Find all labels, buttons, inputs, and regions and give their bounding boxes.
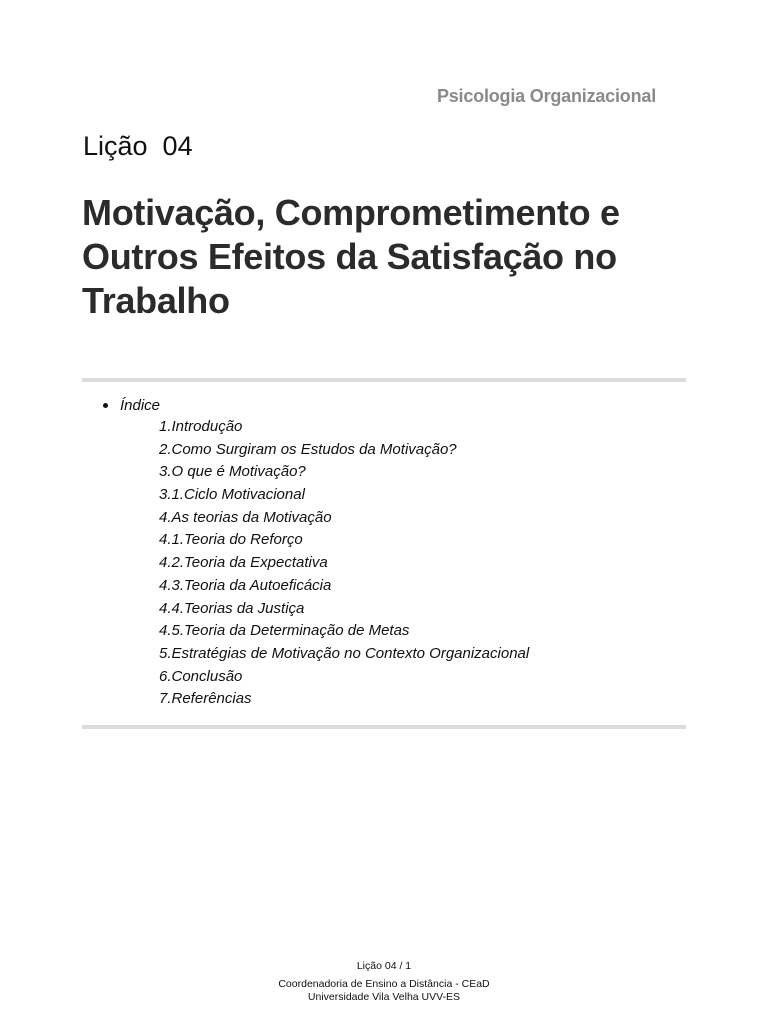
- divider-bottom: [82, 725, 686, 729]
- toc-item-ciclo-motivacional[interactable]: 3.1.Ciclo Motivacional: [159, 486, 305, 504]
- toc-item-teorias-motivacao[interactable]: 4.As teorias da Motivação: [159, 508, 332, 526]
- toc-item-teoria-reforco[interactable]: 4.1.Teoria do Reforço: [159, 531, 303, 549]
- toc-item-teoria-expectativa[interactable]: 4.2.Teoria da Expectativa: [159, 554, 328, 572]
- footer-university: Universidade Vila Velha UVV-ES: [307, 991, 461, 1003]
- toc-item-teoria-metas[interactable]: 4.5.Teoria da Determinação de Metas: [159, 622, 410, 640]
- lesson-number: Lição 04: [83, 131, 193, 161]
- table-of-contents: [100, 394, 660, 711]
- page-number: Lição 04 / 1: [356, 960, 412, 972]
- toc-item-conclusao[interactable]: 6.Conclusão: [159, 667, 243, 685]
- toc-item-referencias[interactable]: 7.Referências: [159, 690, 252, 708]
- footer-organization: Coordenadoria de Ensino a Distância - CEaD: [278, 978, 490, 990]
- toc-list: [100, 416, 660, 711]
- toc-item-introducao[interactable]: 1.Introdução: [159, 418, 243, 435]
- toc-heading-row: [100, 394, 660, 416]
- bullet-icon: [103, 403, 108, 408]
- toc-item-teoria-autoeficacia[interactable]: 4.3.Teoria da Autoeficácia: [159, 576, 332, 594]
- toc-item-estrategias[interactable]: 5.Estratégias de Motivação no Contexto Organizacional: [159, 644, 530, 662]
- course-name: Psicologia Organizacional: [436, 86, 656, 106]
- toc-item-o-que-e-motivacao[interactable]: 3.O que é Motivação?: [159, 463, 306, 481]
- toc-item-teorias-justica[interactable]: 4.4.Teorias da Justiça: [159, 599, 305, 617]
- toc-item-estudos-motivacao[interactable]: 2.Como Surgiram os Estudos da Motivação?: [159, 440, 457, 458]
- toc-heading: Índice: [120, 396, 161, 414]
- divider-top: [82, 378, 686, 382]
- page-title: Motivação, Comprometimento e Outros Efeitos da Satisfação no Trabalho: [82, 192, 620, 321]
